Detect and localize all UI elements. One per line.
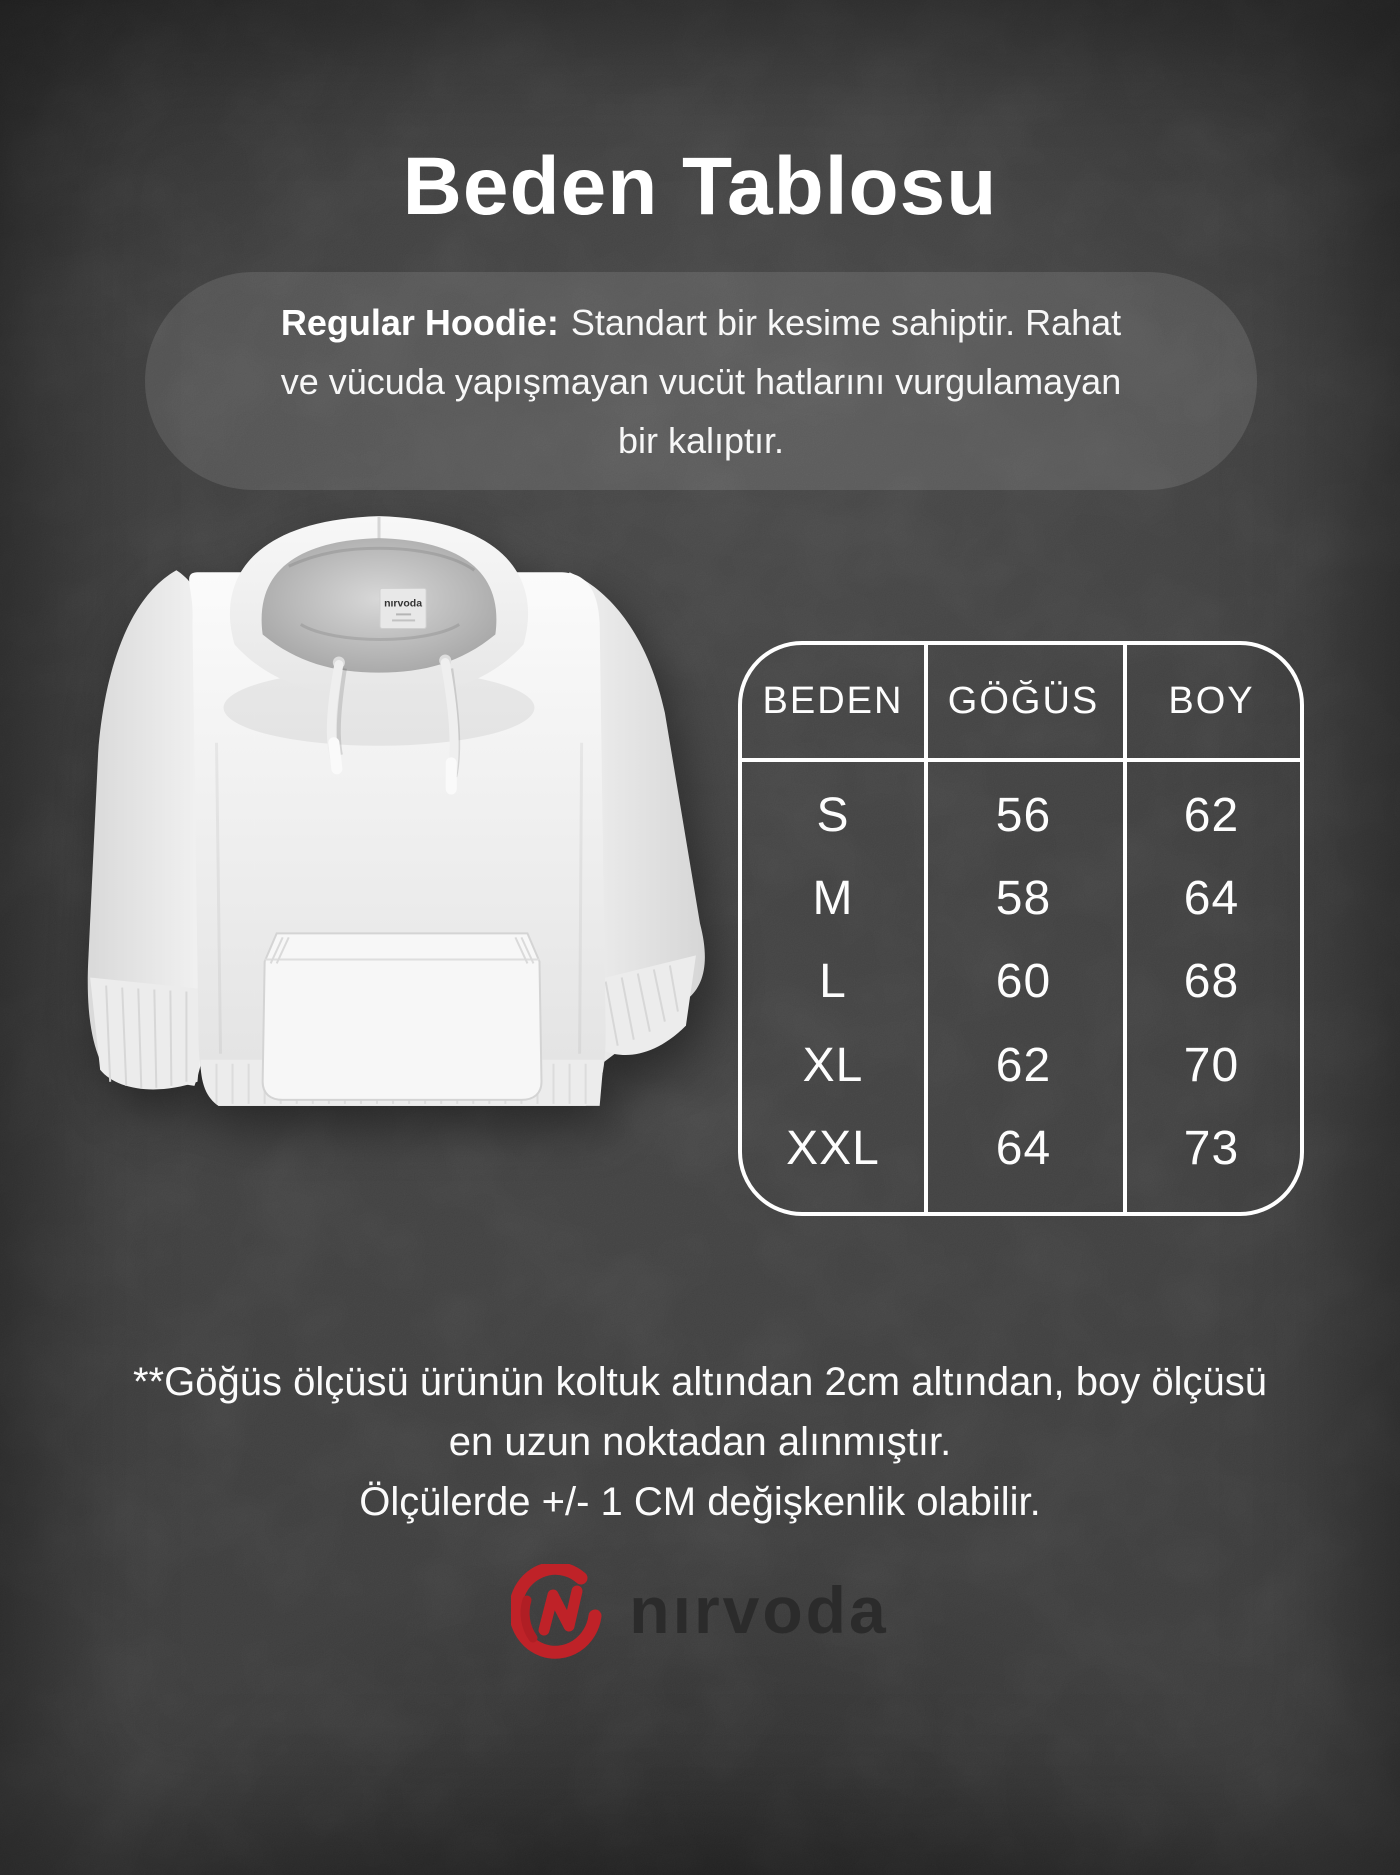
- hoodie-left-sleeve: [88, 570, 211, 1089]
- table-cell: S: [816, 789, 850, 843]
- table-cell: 60: [995, 955, 1052, 1009]
- description-bubble: [145, 272, 1257, 490]
- description-line-3: bir kalıptır.: [617, 419, 785, 461]
- table-cell: 68: [1183, 955, 1240, 1009]
- table-cell: L: [819, 955, 847, 1009]
- description-line-1-text: Standart bir kesime sahiptir. Rahat: [570, 301, 1122, 343]
- table-cell: 62: [1183, 789, 1240, 843]
- nirvoda-logo-icon: [511, 1564, 607, 1664]
- brand-logo: [0, 1562, 1400, 1666]
- hoodie-neck-label: [380, 588, 426, 628]
- description-line-1: [145, 293, 1257, 352]
- page-title: Beden Tablosu: [402, 141, 998, 232]
- table-cell: 62: [995, 1038, 1052, 1092]
- description-bold-label: Regular Hoodie:: [280, 301, 559, 343]
- hoodie-illustration: [48, 492, 710, 1134]
- hoodie-hood: [230, 516, 528, 698]
- description-line-2: ve vücuda yapışmayan vucüt hatlarını vurgulamayan: [280, 360, 1122, 402]
- header-cell-beden: BEDEN: [762, 680, 904, 722]
- footnote-line-1: **Göğüs ölçüsü ürünün koltuk altından 2cm altından, boy ölçüsü: [132, 1360, 1268, 1404]
- brand-name: nırvoda: [629, 1573, 889, 1647]
- size-table-body: [742, 762, 1300, 1212]
- hoodie-neck-label-text: nırvoda: [384, 597, 423, 610]
- size-table: [738, 641, 1304, 1216]
- table-cell: 70: [1183, 1038, 1240, 1092]
- table-cell: M: [812, 872, 854, 926]
- header-cell-boy: BOY: [1168, 680, 1255, 722]
- measurement-footnote: [0, 1352, 1400, 1532]
- table-cell: XL: [802, 1038, 864, 1092]
- size-table-header: [742, 645, 1300, 758]
- footnote-line-2: en uzun noktadan alınmıştır.: [448, 1420, 952, 1464]
- footnote-line-3: Ölçülerde +/- 1 CM değişkenlik olabilir.: [359, 1480, 1041, 1524]
- table-cell: XXL: [786, 1121, 880, 1175]
- table-cell: 64: [995, 1121, 1052, 1175]
- table-cell: 73: [1183, 1121, 1240, 1175]
- hoodie-pocket: [263, 933, 542, 1100]
- table-cell: 64: [1183, 872, 1240, 926]
- table-cell: 58: [995, 872, 1052, 926]
- header-cell-gogus: GÖĞÜS: [947, 680, 1100, 722]
- table-cell: 56: [995, 789, 1052, 843]
- hoodie-product-image: [48, 492, 710, 1134]
